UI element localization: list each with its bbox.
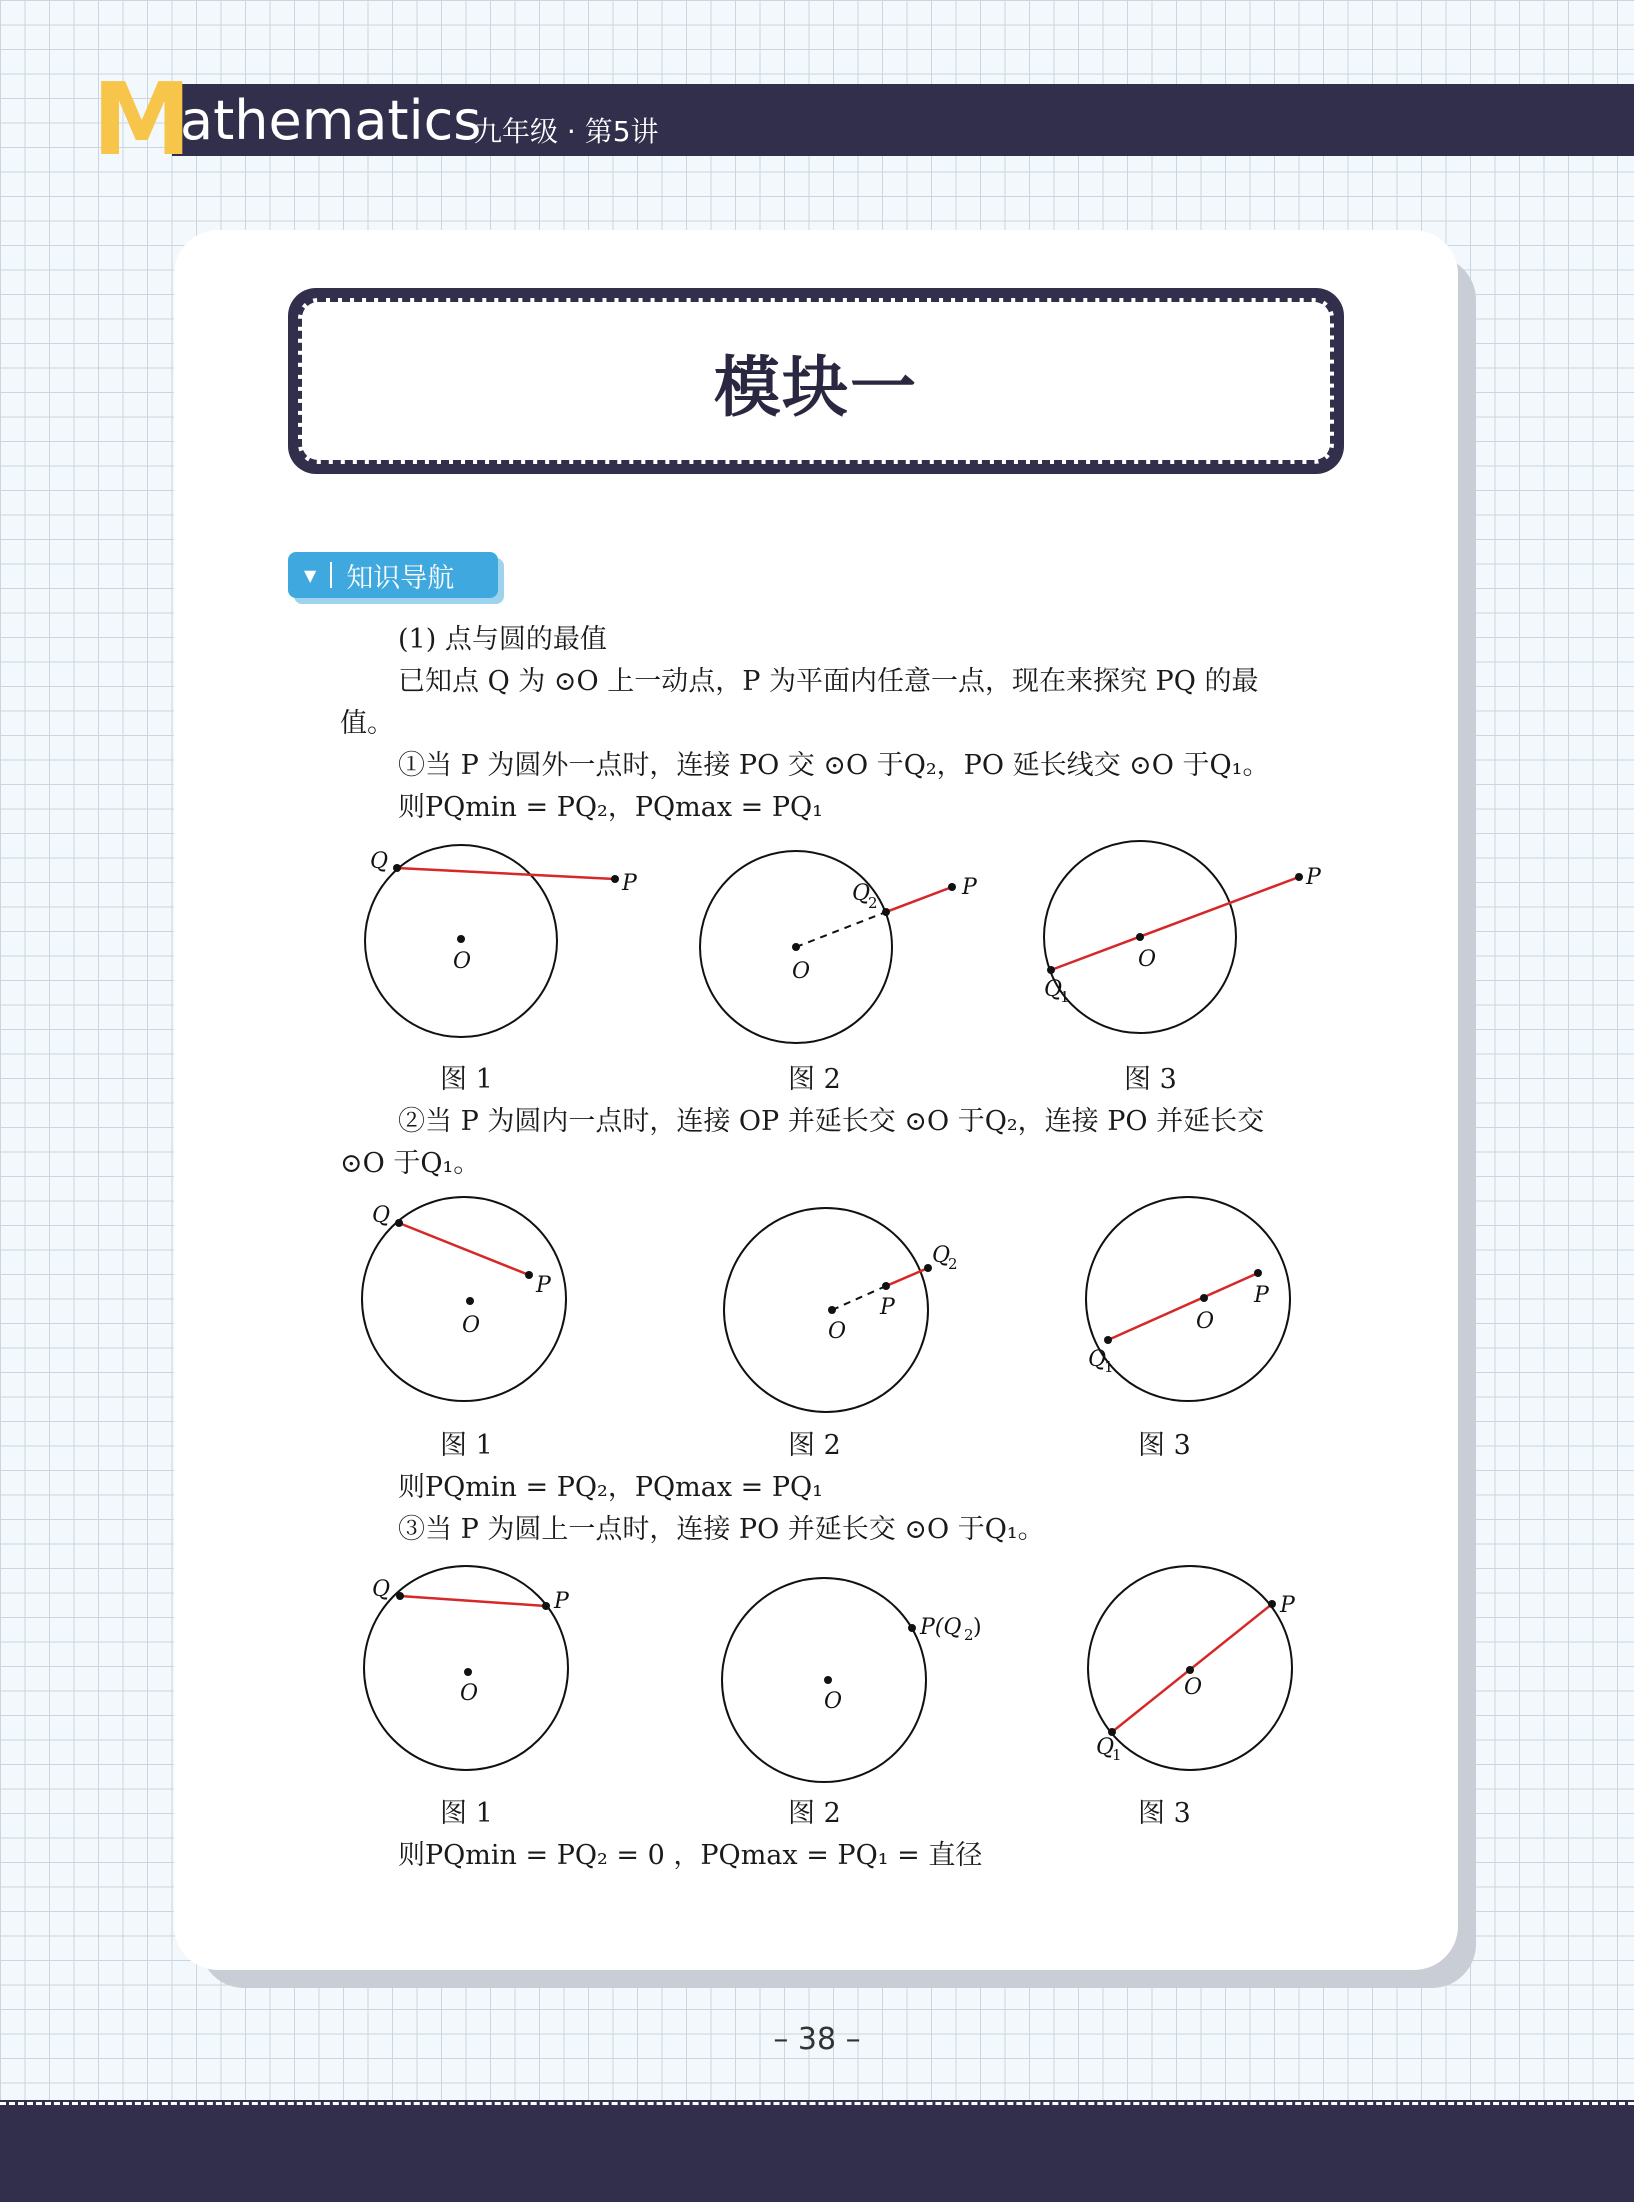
point-o [466,1297,474,1305]
section-tag-divider [330,562,332,588]
triangle-down-icon: ▼ [304,565,317,585]
diagram-row3-fig2 [720,1554,1020,1774]
label-q: Q [370,849,389,874]
caption-row2-fig3: 图 3 [1138,1430,1191,1461]
module-banner-inner [298,298,1334,464]
label-q1-sub: 1 [1060,988,1070,1006]
module-title: 模块一 [714,348,918,426]
diagram-row3-fig1 [360,1554,660,1774]
header-title: athematics [180,89,482,152]
point-p [611,875,619,883]
label-o: O [828,1319,847,1344]
circle-outline [362,1197,566,1401]
point-p [1268,1600,1276,1608]
point-o [457,935,465,943]
point-p [542,1602,550,1610]
case1-result: 则PQmin = PQ₂，PQmax = PQ₁ [398,792,823,823]
label-o: O [462,1313,481,1338]
segment-op-dashed [832,1286,886,1310]
segment-qp [399,1223,529,1275]
intro-line-end: 值。 [340,708,394,739]
point-q [396,1592,404,1600]
label-p-q2: P(Q [920,1615,962,1640]
label-p: P [880,1295,895,1320]
segment-pq [397,868,615,879]
label-o: O [460,1681,479,1706]
label-p: P [1306,865,1321,890]
point-o [1136,933,1144,941]
point-q [393,864,401,872]
label-p: P [1280,1593,1295,1618]
caption-row1-fig2: 图 2 [788,1064,841,1095]
label-q: Q [372,1577,391,1602]
segment-oq2-dashed [796,912,886,947]
label-q2-sub: 2 [948,1255,958,1273]
label-p: P [622,871,637,896]
diagram-row2-fig2 [724,1188,1024,1408]
label-q2: Q [932,1243,951,1268]
header-initial: M [92,61,192,178]
caption-row1-fig3: 图 3 [1124,1064,1177,1095]
point-q2 [882,908,890,916]
caption-row1-fig1: 图 1 [440,1064,493,1095]
point-pq2 [908,1624,916,1632]
point-q2 [924,1264,932,1272]
label-q1-sub: 1 [1104,1358,1114,1376]
point-q1 [1047,966,1055,974]
intro-line: 已知点 Q 为 ⊙O 上一动点，P 为平面内任意一点，现在来探究 PQ 的最 [398,666,1259,697]
point-o [464,1668,472,1676]
caption-row3-fig3: 图 3 [1138,1798,1191,1829]
label-o: O [792,959,811,984]
case2-text-end: ⊙O 于Q₁。 [340,1148,481,1179]
point-p [882,1282,890,1290]
label-p: P [962,875,977,900]
case2-text: ②当 P 为圆内一点时，连接 OP 并延长交 ⊙O 于Q₂，连接 PO 并延长交 [398,1106,1265,1137]
diagram-row2-fig1 [360,1188,660,1408]
point-q1 [1104,1336,1112,1344]
label-o: O [1138,947,1157,972]
footer-dashed-line [0,2102,1634,2105]
case1-text: ①当 P 为圆外一点时，连接 PO 交 ⊙O 于Q₂，PO 延长线交 ⊙O 于Q₁。 [398,750,1270,781]
caption-row2-fig2: 图 2 [788,1430,841,1461]
section-tag-body [288,552,498,598]
point-q [395,1219,403,1227]
circle-outline [724,1208,928,1412]
label-p: P [554,1589,569,1614]
case2-result: 则PQmin = PQ₂，PQmax = PQ₁ [398,1472,823,1503]
label-q2: Q [852,881,871,906]
segment-q1p [1108,1273,1258,1340]
label-p-q2-sub: 2 [964,1626,974,1644]
label-o: O [453,949,472,974]
heading-point-circle: (1) 点与圆的最值 [398,624,607,655]
point-p [1254,1269,1262,1277]
label-q1: Q [1088,1347,1107,1372]
diagram-row2-fig3 [1084,1188,1384,1408]
diagram-row3-fig3 [1084,1554,1384,1774]
footer-bar [0,2100,1634,2202]
label-q1: Q [1044,977,1063,1002]
diagram-row1-fig2 [700,838,1000,1058]
point-o [824,1676,832,1684]
caption-row3-fig1: 图 1 [440,1798,493,1829]
caption-row2-fig1: 图 1 [440,1430,493,1461]
label-o: O [1196,1309,1215,1334]
diagram-row1-fig3 [1044,838,1344,1058]
point-p [525,1271,533,1279]
section-tag-label: 知识导航 [346,562,455,594]
label-p-q2-close: ) [973,1615,982,1640]
segment-qp [400,1596,546,1606]
segment-q1p [1051,877,1299,970]
label-q: Q [372,1203,391,1228]
label-q1-sub: 1 [1112,1746,1122,1764]
section-tag [288,552,504,600]
label-p: P [536,1273,551,1298]
label-p: P [1254,1283,1269,1308]
case3-text: ③当 P 为圆上一点时，连接 PO 并延长交 ⊙O 于Q₁。 [398,1514,1045,1545]
diagram-row1-fig1 [360,838,660,1058]
point-o [1200,1294,1208,1302]
page-number: – 38 – [773,2022,861,2057]
point-p [1295,873,1303,881]
label-q2-sub: 2 [868,894,878,912]
point-o [828,1306,836,1314]
header-subtitle: 九年级 · 第5讲 [474,115,659,148]
point-o [792,943,800,951]
caption-row3-fig2: 图 2 [788,1798,841,1829]
label-o: O [1184,1675,1203,1700]
segment-q2p [886,887,952,912]
case3-result: 则PQmin = PQ₂ = 0 ，PQmax = PQ₁ = 直径 [398,1840,983,1871]
module-banner [288,288,1344,474]
label-o: O [824,1689,843,1714]
circle-outline [364,1566,568,1770]
point-o [1186,1666,1194,1674]
label-q1: Q [1096,1735,1115,1760]
point-p [948,883,956,891]
